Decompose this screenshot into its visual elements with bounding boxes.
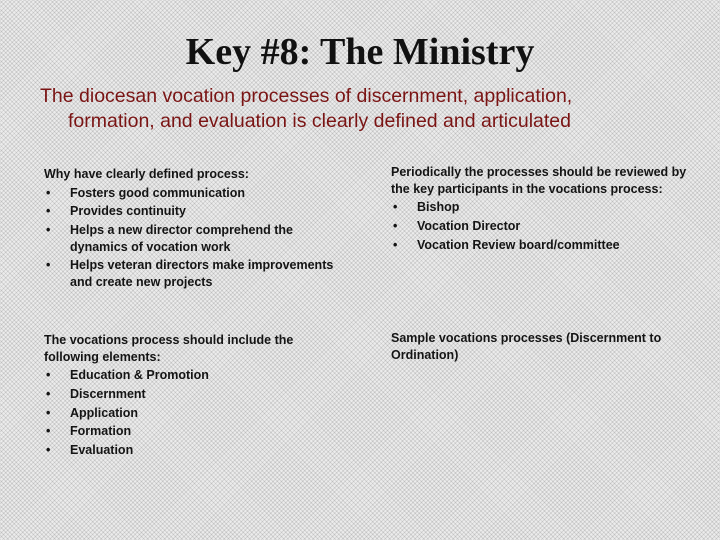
- list-item: • Helps a new director comprehend the dynamics of vocation work: [44, 222, 344, 255]
- subtitle-line-1: The diocesan vocation processes of discernment, application,: [40, 85, 573, 107]
- subtitle-line-2: formation, and evaluation is clearly defined and articulated: [68, 109, 571, 132]
- list-item: • Formation: [44, 423, 344, 440]
- why-process-block: [44, 166, 344, 290]
- why-process-list: [44, 185, 344, 291]
- process-elements-block: [44, 332, 344, 458]
- slide-title: Key #8: The Ministry: [185, 31, 535, 73]
- list-item: • Bishop: [391, 199, 691, 216]
- list-item: • Vocation Review board/committee: [391, 237, 691, 254]
- list-item: • Vocation Director: [391, 218, 691, 235]
- process-elements-list: [44, 367, 344, 458]
- review-participants-list: [391, 199, 691, 253]
- review-process-block: [391, 164, 691, 253]
- list-item: • Education & Promotion: [44, 367, 344, 384]
- list-item: • Evaluation: [44, 442, 344, 459]
- slide-subtitle: [40, 84, 690, 134]
- list-item: • Helps veteran directors make improvements and create new projects: [44, 257, 344, 290]
- list-item: • Application: [44, 405, 344, 422]
- sample-processes-block: [391, 330, 691, 363]
- sample-processes-text: Sample vocations processes (Discernment to Ordination): [391, 331, 662, 362]
- list-item: • Provides continuity: [44, 203, 344, 220]
- process-elements-heading: The vocations process should include the following elements:: [44, 333, 294, 364]
- list-item: • Discernment: [44, 386, 344, 403]
- why-process-heading: Why have clearly defined process:: [44, 167, 249, 181]
- review-process-heading: Periodically the processes should be reviewed by the key participants in the vocations process:: [391, 165, 687, 196]
- list-item: • Fosters good communication: [44, 185, 344, 202]
